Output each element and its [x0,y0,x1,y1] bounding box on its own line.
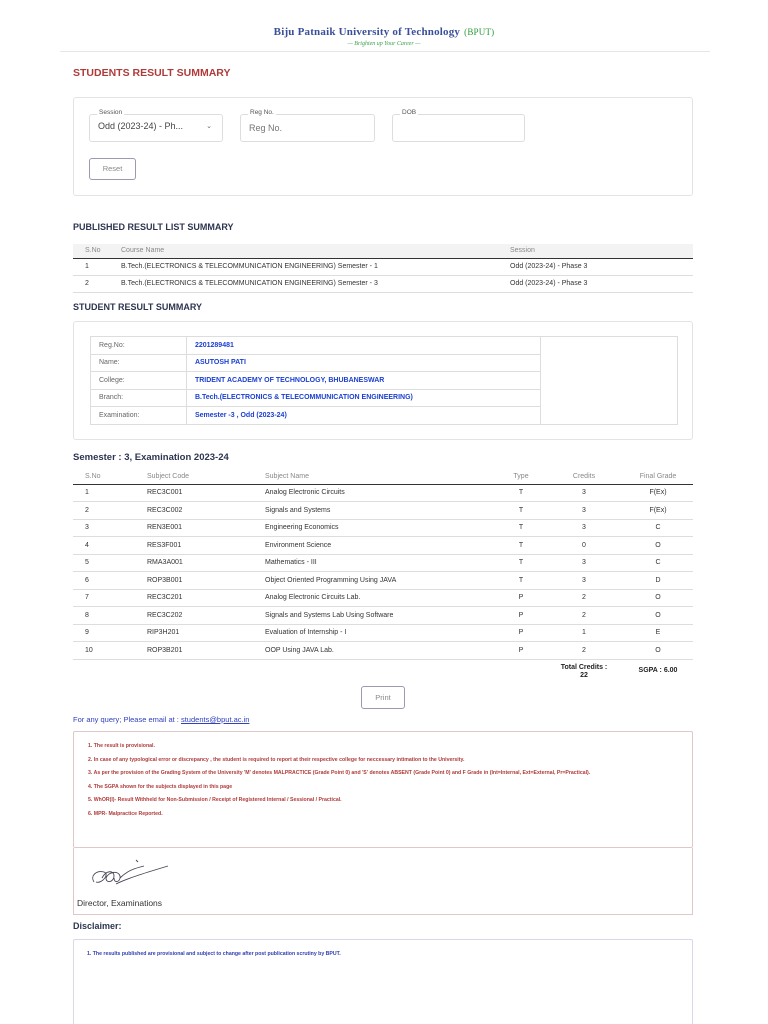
cell-subject-code: REC3C002 [143,502,261,520]
cell-subject-name: Object Oriented Programming Using JAVA [261,572,497,590]
cell-subject-code: RES3F001 [143,537,261,555]
note-item: 6. MPR- Malpractice Reported. [88,810,163,817]
cell-grade: O [623,607,693,625]
header-divider [60,51,710,52]
table-row [73,624,693,642]
reset-button[interactable]: Reset [89,158,136,180]
cell-subject-code: REC3C202 [143,607,261,625]
notes-panel [73,731,693,848]
cell-type: P [497,589,545,607]
note-item: 1. The result is provisional. [88,743,155,749]
info-label: Name: [91,354,187,372]
cell-grade: O [623,642,693,660]
cell-subject-name: Analog Electronic Circuits Lab. [261,589,497,607]
cell-type: T [497,572,545,590]
cell-subject-name: Analog Electronic Circuits [261,484,497,502]
cell-credits: 2 [545,607,623,625]
session-value: Odd (2023-24) - Ph... [98,121,184,131]
cell-type: T [497,484,545,502]
cell-grade: C [623,519,693,537]
table-row [73,589,693,607]
query-text: For any query; Please email at : [73,715,181,724]
table-row [73,502,693,520]
students-result-summary-title: STUDENTS RESULT SUMMARY [73,67,231,79]
table-row [73,519,693,537]
dob-input[interactable] [392,114,525,142]
table-row [73,537,693,555]
table-row [73,642,693,660]
cell-credits: 2 [545,589,623,607]
cell-type: P [497,624,545,642]
disclaimer-text: 1. The results published are provisional and subject to change after post publication scrutiny by BPUT. [87,951,341,957]
cell-credits: 3 [545,554,623,572]
cell-grade: E [623,624,693,642]
dob-label: DOB [402,109,417,116]
cell-grade: C [623,554,693,572]
photo-cell [541,337,678,425]
column-header: S.No [73,470,143,484]
column-header: Session [506,244,693,258]
info-value: Semester -3 , Odd (2023-24) [186,407,540,425]
chevron-down-icon: ⌄ [206,123,212,130]
query-line [73,715,249,724]
university-abbr: (BPUT) [464,27,495,37]
cell-subject-name: Signals and Systems [261,502,497,520]
note-item: 2. In case of any typological error or discrepancy , the student is required to report at their respective college for neccessary intimation to the University. [88,756,465,763]
cell-subject-code: ROP3B001 [143,572,261,590]
info-row-regno [91,337,678,355]
cell-sno: 9 [73,624,143,642]
sgpa-value: SGPA : 6.00 [638,667,678,674]
cell-session: Odd (2023-24) - Phase 3 [506,275,693,292]
cell-credits: 1 [545,624,623,642]
cell-subject-code: REC3C201 [143,589,261,607]
column-header: Subject Code [143,470,261,484]
cell-subject-code: ROP3B201 [143,642,261,660]
cell-credits: 3 [545,519,623,537]
column-header: Final Grade [623,470,693,484]
session-select[interactable] [89,114,223,142]
print-button[interactable]: Print [361,686,405,709]
total-credits [545,659,623,682]
cell-sno: 2 [73,275,117,292]
cell-type: P [497,642,545,660]
cell-credits: 3 [545,502,623,520]
semester-title: Semester : 3, Examination 2023-24 [73,452,229,463]
signature-image [88,856,172,890]
cell-subject-code: RIP3H201 [143,624,261,642]
cell-subject-name: Evaluation of Internship - I [261,624,497,642]
cell-subject-name: Environment Science [261,537,497,555]
note-item: 3. As per the provision of the Grading System of the University 'M' denotes MALPRACTICE (Grade Point 0) and 'S' denotes ABSENT (Grade Point 0) and F Grade in (Int=Internal, Ext=External, Pr=Practical). [88,770,591,776]
info-value: ASUTOSH PATI [186,354,540,372]
cell-subject-name: Engineering Economics [261,519,497,537]
session-label: Session [99,109,123,116]
published-table-header [73,244,693,258]
cell-grade: F(Ex) [623,502,693,520]
cell-grade: O [623,589,693,607]
cell-subject-code: REN3E001 [143,519,261,537]
cell-type: T [497,554,545,572]
info-value: TRIDENT ACADEMY OF TECHNOLOGY, BHUBANESWAR [186,372,540,390]
signatory-title: Director, Examinations [77,898,163,908]
note-item: 5. WhOR(I)- Result Withheld for Non-Submission / Receipt of Registered Internal / Sessional / Practical. [88,797,342,803]
cell-subject-code: RMA3A001 [143,554,261,572]
table-row[interactable] [73,258,693,275]
cell-sno: 1 [73,484,143,502]
university-tagline: — Brighten up Your Career — [347,41,421,47]
note-item: 4. The SGPA shown for the subjects displayed in this page [88,783,233,790]
cell-session: Odd (2023-24) - Phase 3 [506,258,693,275]
info-label: Examination: [91,407,187,425]
regno-label: Reg No. [250,109,274,116]
cell-credits: 0 [545,537,623,555]
cell-sno: 5 [73,554,143,572]
cell-subject-name: Mathematics - III [261,554,497,572]
total-credits-label: Total Credits : [560,663,608,671]
semester-result-table [73,470,693,682]
student-info-table [90,336,678,425]
published-result-title: PUBLISHED RESULT LIST SUMMARY [73,222,234,232]
table-row [73,484,693,502]
cell-subject-name: Signals and Systems Lab Using Software [261,607,497,625]
cell-subject-code: REC3C001 [143,484,261,502]
column-header: S.No [73,244,117,258]
cell-sno: 6 [73,572,143,590]
published-result-table [73,244,693,293]
total-credits-value: 22 [580,671,588,679]
disclaimer-title: Disclaimer: [73,921,122,931]
table-row [73,572,693,590]
cell-sno: 8 [73,607,143,625]
cell-type: P [497,607,545,625]
table-row[interactable] [73,275,693,292]
search-card [73,97,693,196]
column-header: Subject Name [261,470,497,484]
table-row [73,607,693,625]
cell-grade: D [623,572,693,590]
cell-grade: O [623,537,693,555]
info-value: 2201289481 [186,337,540,355]
cell-type: T [497,519,545,537]
cell-grade: F(Ex) [623,484,693,502]
cell-course: B.Tech.(ELECTRONICS & TELECOMMUNICATION ENGINEERING) Semester - 1 [117,258,506,275]
cell-subject-name: OOP Using JAVA Lab. [261,642,497,660]
info-label: Branch: [91,389,187,407]
column-header: Type [497,470,545,484]
cell-credits: 3 [545,572,623,590]
university-title [0,26,768,38]
table-row [73,554,693,572]
totals-row [73,659,693,682]
column-header: Credits [545,470,623,484]
cell-credits: 3 [545,484,623,502]
cell-sno: 1 [73,258,117,275]
cell-credits: 2 [545,642,623,660]
cell-sno: 2 [73,502,143,520]
cell-type: T [497,502,545,520]
email-link[interactable]: students@bput.ac.in [180,715,250,724]
cell-sno: 10 [73,642,143,660]
cell-sno: 4 [73,537,143,555]
cell-course: B.Tech.(ELECTRONICS & TELECOMMUNICATION ENGINEERING) Semester - 3 [117,275,506,292]
cell-sno: 3 [73,519,143,537]
semester-table-header [73,470,693,484]
student-result-title: STUDENT RESULT SUMMARY [73,302,202,312]
info-label: Reg.No: [91,337,187,355]
university-name: Biju Patnaik University of Technology [273,26,461,38]
info-label: College: [91,372,187,390]
info-value: B.Tech.(ELECTRONICS & TELECOMMUNICATION ENGINEERING) [186,389,540,407]
cell-sno: 7 [73,589,143,607]
regno-input[interactable] [240,114,375,142]
cell-type: T [497,537,545,555]
column-header: Course Name [117,244,506,258]
